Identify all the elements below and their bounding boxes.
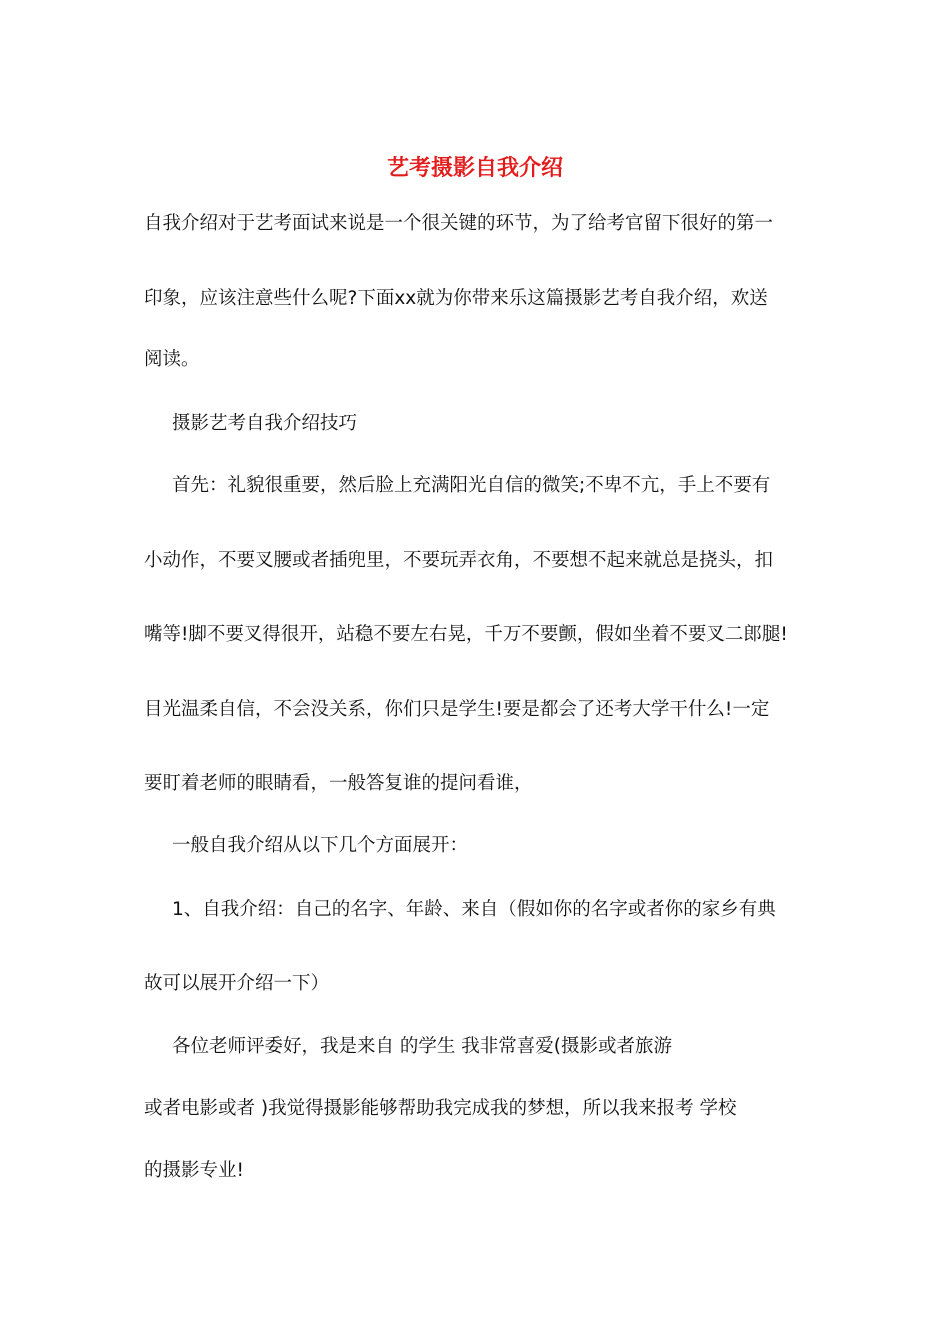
paragraph-line: 一般自我介绍从以下几个方面展开： <box>172 835 469 856</box>
paragraph-line: 印象，应该注意些什么呢?下面xx就为你带来乐这篇摄影艺考自我介绍，欢送 <box>144 288 768 309</box>
paragraph-line: 小动作，不要叉腰或者插兜里，不要玩弄衣角，不要想不起来就总是挠头，扣 <box>144 550 774 571</box>
paragraph-line: 嘴等!脚不要叉得很开，站稳不要左右晃，千万不要颤，假如坐着不要叉二郎腿! <box>144 624 788 645</box>
paragraph-line: 或者电影或者 )我觉得摄影能够帮助我完成我的梦想，所以我来报考 学校 <box>144 1098 737 1119</box>
paragraph-line: 首先：礼貌很重要，然后脸上充满阳光自信的微笑;不卑不亢，手上不要有 <box>172 475 771 496</box>
paragraph-line: 要盯着老师的眼睛看，一般答复谁的提问看谁， <box>144 773 533 794</box>
section-heading: 摄影艺考自我介绍技巧 <box>172 413 358 434</box>
document-title: 艺考摄影自我介绍 <box>386 155 563 181</box>
paragraph-line: 的摄影专业! <box>144 1160 244 1181</box>
paragraph-line: 故可以展开介绍一下） <box>144 973 330 994</box>
paragraph-line: 各位老师评委好，我是来自 的学生 我非常喜爱(摄影或者旅游 <box>172 1036 672 1057</box>
paragraph-line: 目光温柔自信，不会没关系，你们只是学生!要是都会了还考大学干什么!一定 <box>144 699 770 720</box>
list-item: 1、自我介绍：自己的名字、年龄、来自（假如你的名字或者你的家乡有典 <box>172 899 776 920</box>
paragraph-line: 阅读。 <box>144 349 200 370</box>
paragraph-line: 自我介绍对于艺考面试来说是一个很关键的环节，为了给考官留下很好的第一 <box>144 213 774 234</box>
